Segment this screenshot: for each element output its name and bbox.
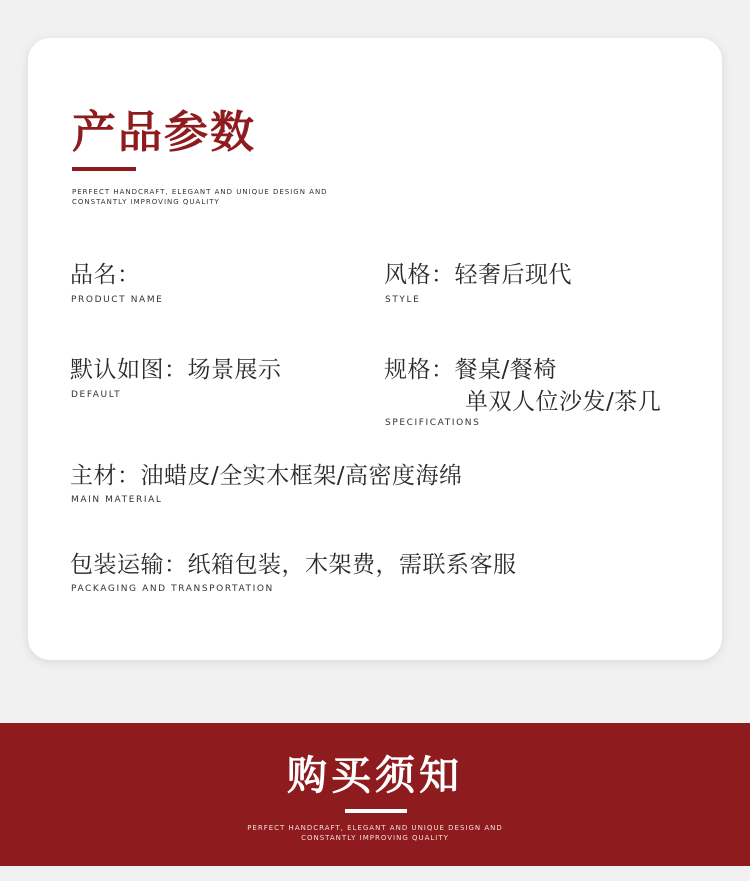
purchase-notice-banner bbox=[0, 723, 750, 866]
footer-tagline-line-2: CONSTANTLY IMPROVING QUALITY bbox=[301, 834, 449, 842]
style-label: 风格：轻奢后现代 bbox=[384, 262, 572, 288]
packaging-label: 包装运输：纸箱包装，木架费，需联系客服 bbox=[70, 552, 517, 578]
purchase-notice-title: 购买须知 bbox=[287, 753, 463, 799]
section-title: 产品参数 bbox=[72, 107, 256, 158]
packaging-sub: PACKAGING AND TRANSPORTATION bbox=[71, 584, 274, 594]
specifications-label: 规格：餐桌/餐椅 bbox=[384, 357, 557, 383]
tagline-line-2: CONSTANTLY IMPROVING QUALITY bbox=[72, 198, 220, 206]
specifications-sub: SPECIFICATIONS bbox=[385, 418, 481, 428]
style-sub: STYLE bbox=[385, 295, 421, 305]
default-sub: DEFAULT bbox=[71, 390, 122, 400]
product-name-sub: PRODUCT NAME bbox=[71, 295, 164, 305]
specifications-label-line-2: 单双人位沙发/茶几 bbox=[465, 389, 662, 415]
title-underline bbox=[72, 167, 136, 171]
main-material-label: 主材：油蜡皮/全实木框架/高密度海绵 bbox=[70, 463, 463, 489]
tagline-line-1: PERFECT HANDCRAFT, ELEGANT AND UNIQUE DESIGN AND bbox=[72, 188, 328, 196]
footer-tagline-line-1: PERFECT HANDCRAFT, ELEGANT AND UNIQUE DESIGN AND bbox=[247, 824, 503, 832]
section-tagline bbox=[72, 187, 328, 207]
product-params-card bbox=[28, 38, 722, 660]
main-material-sub: MAIN MATERIAL bbox=[71, 495, 163, 505]
purchase-notice-tagline bbox=[0, 823, 750, 843]
purchase-notice-underline bbox=[345, 809, 407, 813]
product-name-label: 品名： bbox=[70, 262, 141, 288]
default-label: 默认如图：场景展示 bbox=[70, 357, 282, 383]
